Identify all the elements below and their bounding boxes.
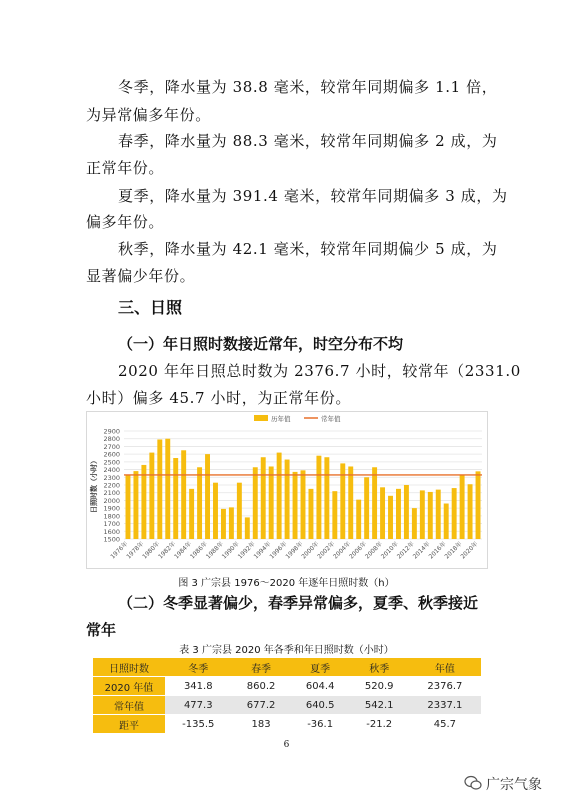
y-tick-label: 1500: [103, 535, 120, 544]
bar-2019: [468, 484, 473, 539]
bar-1981: [165, 439, 170, 539]
bar-2008: [380, 487, 385, 539]
bar-2014: [428, 492, 433, 539]
bar-1988: [221, 509, 226, 539]
bar-1993: [261, 457, 266, 539]
autumn-line-1: 秋季，降水量为 42.1 毫米，较常年同期偏少 5 成，为: [118, 240, 498, 258]
bar-2002: [332, 491, 337, 539]
x-tick-label: 1998年: [284, 540, 305, 561]
watermark-text: 广宗气象: [486, 777, 542, 793]
autumn-line-2: 显著偏少年份。: [86, 267, 196, 285]
x-tick-label: 1996年: [268, 540, 289, 561]
section-title: 三、日照: [118, 298, 183, 317]
table-header-cell: 夏季: [291, 658, 350, 677]
bar-2012: [412, 508, 417, 539]
bar-1986: [205, 454, 210, 539]
y-axis-label: 日照时数（小时）: [90, 457, 98, 513]
bar-2000: [316, 456, 321, 539]
winter-line-2: 为异常偏多年份。: [86, 106, 211, 124]
x-tick-label: 2014年: [411, 540, 432, 561]
table-cell: 45.7: [409, 715, 481, 734]
y-tick-label: 2800: [103, 435, 120, 444]
legend-label-line: 常年值: [321, 415, 341, 423]
x-tick-label: 2020年: [459, 540, 480, 561]
bar-2007: [372, 467, 377, 539]
bar-1979: [149, 453, 154, 539]
spring-line-2: 正常年份。: [86, 159, 165, 177]
table-cell: 2337.1: [409, 696, 481, 715]
legend-label-bars: 历年值: [271, 415, 291, 423]
bar-2011: [404, 485, 409, 539]
table-cell: 477.3: [165, 696, 232, 715]
table-cell: -135.5: [165, 715, 232, 734]
bar-2009: [388, 496, 393, 539]
y-tick-label: 2000: [103, 496, 120, 505]
table-header-row: [93, 658, 481, 677]
y-tick-label: 2700: [103, 442, 120, 451]
bar-2018: [460, 475, 465, 539]
table-cell: 604.4: [291, 677, 350, 696]
bar-1978: [141, 465, 146, 539]
table-row-header: 2020 年值: [93, 677, 165, 696]
table-header-cell: 春季: [232, 658, 291, 677]
bar-1991: [245, 517, 250, 539]
table-header-cell: 年值: [409, 658, 481, 677]
table-header-cell: 冬季: [165, 658, 232, 677]
y-tick-label: 2100: [103, 489, 120, 498]
bar-2013: [420, 490, 425, 539]
y-tick-label: 2500: [103, 458, 120, 467]
x-tick-label: 1980年: [141, 540, 162, 561]
bar-1982: [173, 458, 178, 539]
table-cell: -21.2: [350, 715, 409, 734]
bar-1994: [269, 466, 274, 539]
x-tick-label: 1994年: [252, 540, 273, 561]
x-tick-label: 1982年: [157, 540, 178, 561]
table-row-header: 常年值: [93, 696, 165, 715]
bar-1995: [277, 453, 282, 539]
bar-1990: [237, 483, 242, 539]
x-tick-label: 2016年: [427, 540, 448, 561]
x-tick-label: 2004年: [332, 540, 353, 561]
x-tick-label: 2010年: [379, 540, 400, 561]
x-tick-label: 2000年: [300, 540, 321, 561]
table-cell: 183: [232, 715, 291, 734]
bar-1977: [133, 471, 138, 539]
bar-1996: [285, 460, 290, 539]
summer-line-1: 夏季，降水量为 391.4 毫米，较常年同期偏多 3 成，为: [118, 187, 508, 205]
bar-2020: [476, 471, 481, 539]
table-cell: 860.2: [232, 677, 291, 696]
x-tick-label: 1986年: [188, 540, 209, 561]
subsection-title-2-line-1: （二）冬季显著偏少，春季异常偏多，夏季、秋季接近: [118, 594, 479, 612]
x-tick-label: 2006年: [348, 540, 369, 561]
x-tick-label: 1976年: [109, 540, 130, 561]
bar-2006: [364, 477, 369, 539]
bar-1983: [181, 450, 186, 539]
subsection-title-2-line-2: 常年: [86, 621, 117, 639]
table-caption: 表 3 广宗县 2020 年各季和年日照时数（小时）: [179, 645, 394, 656]
legend-swatch-bars: [254, 415, 268, 421]
bar-2001: [324, 457, 329, 539]
subsection-title-1: （一）年日照时数接近常年，时空分布不均: [118, 335, 404, 353]
bar-1998: [301, 470, 306, 539]
table-cell: 2376.7: [409, 677, 481, 696]
bar-2004: [348, 466, 353, 539]
table-cell: 640.5: [291, 696, 350, 715]
x-tick-label: 1992年: [236, 540, 257, 561]
table-cell: 520.9: [350, 677, 409, 696]
wechat-icon: [464, 775, 482, 791]
x-tick-label: 1988年: [204, 540, 225, 561]
x-tick-label: 2012年: [395, 540, 416, 561]
x-tick-label: 1978年: [125, 540, 146, 561]
y-tick-label: 2200: [103, 481, 120, 490]
table-row: [93, 715, 481, 734]
bar-1999: [308, 489, 313, 539]
bar-1985: [197, 467, 202, 539]
table-row-header: 距平: [93, 715, 165, 734]
figure-caption: 图 3 广宗县 1976～2020 年逐年日照时数（h）: [178, 578, 395, 589]
y-tick-label: 2300: [103, 473, 120, 482]
bar-1984: [189, 489, 194, 539]
table-header-cell: 日照时数: [93, 658, 165, 677]
bar-1997: [293, 472, 298, 539]
sunshine-bar-chart: [86, 411, 488, 569]
table-cell: 677.2: [232, 696, 291, 715]
table-header-cell: 秋季: [350, 658, 409, 677]
bar-2017: [452, 488, 457, 539]
y-tick-label: 2400: [103, 466, 120, 475]
bar-1976: [126, 475, 131, 539]
x-tick-label: 2002年: [316, 540, 337, 561]
bar-1987: [213, 483, 218, 539]
table-cell: 341.8: [165, 677, 232, 696]
winter-line-1: 冬季，降水量为 38.8 毫米，较常年同期偏多 1.1 倍，: [118, 78, 498, 96]
table-cell: -36.1: [291, 715, 350, 734]
table-cell: 542.1: [350, 696, 409, 715]
summer-line-2: 偏多年份。: [86, 213, 165, 231]
bar-2005: [356, 500, 361, 539]
table-row: [93, 677, 481, 696]
y-tick-label: 2600: [103, 450, 120, 459]
y-tick-label: 1600: [103, 527, 120, 536]
bar-1992: [253, 467, 258, 539]
x-tick-label: 2008年: [363, 540, 384, 561]
y-tick-label: 1900: [103, 504, 120, 513]
bar-1980: [157, 439, 162, 539]
x-tick-label: 1990年: [220, 540, 241, 561]
y-tick-label: 1800: [103, 512, 120, 521]
x-tick-label: 2018年: [443, 540, 464, 561]
bar-2015: [436, 490, 441, 539]
y-tick-label: 2900: [103, 427, 120, 436]
sunshine-line-1: 2020 年年日照总时数为 2376.7 小时，较常年（2331.0: [118, 362, 521, 380]
y-tick-label: 1700: [103, 520, 120, 529]
x-tick-label: 1984年: [173, 540, 194, 561]
spring-line-1: 春季，降水量为 88.3 毫米，较常年同期偏多 2 成，为: [118, 132, 498, 150]
table-row: [93, 696, 481, 715]
bar-2010: [396, 489, 401, 539]
page-number: 6: [283, 740, 290, 750]
bar-1989: [229, 507, 234, 539]
sunshine-table: [93, 657, 481, 733]
sunshine-line-2: 小时）偏多 45.7 小时，为正常年份。: [86, 389, 351, 407]
bar-2016: [444, 504, 449, 539]
